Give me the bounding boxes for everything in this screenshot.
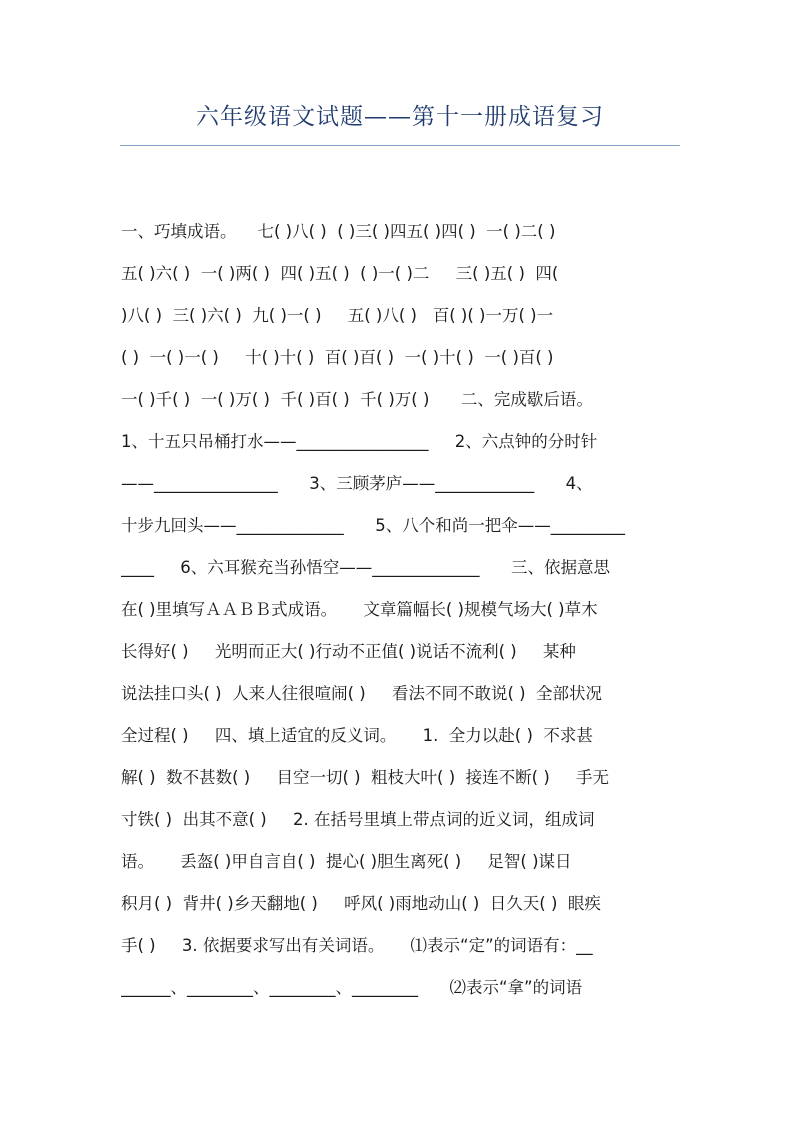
text-line: 在( )里填写ＡＡＢＢ式成语。 文章篇幅长( )规模气场大( )草木 — [121, 600, 598, 619]
text-line: 全过程( ) 四、填上适宜的反义词。 1. 全力以赴( ) 不求甚 — [121, 726, 593, 745]
text-line: 寸铁( ) 出其不意( ) 2. 在括号里填上带点词的近义词，组成词 — [121, 810, 595, 829]
title-underline — [120, 145, 680, 146]
text-line: ____ 6、六耳猴充当孙悟空——_____________ 三、依据意思 — [121, 558, 610, 577]
text-line: 十步九回头——_____________ 5、八个和尚一把伞——_________ — [121, 516, 625, 535]
text-line: ——_______________ 3、三顾茅庐——____________ 4、 — [121, 474, 593, 493]
text-line: 长得好( ) 光明而正大( )行动不正值( )说话不流利( ) 某种 — [121, 642, 576, 661]
text-line: 说法挂口头( ) 人来人往很喧闹( ) 看法不同不敢说( ) 全部状况 — [121, 684, 603, 703]
text-line: 一( )千( ) 一( )万( ) 千( )百( ) 千( )万( ) 二、完成歇后语。 — [121, 390, 593, 409]
text-line: 一、巧填成语。 七( )八( ) ( )三( )四五( )四( ) 一( )二( ) — [121, 222, 556, 241]
text-line: ( ) 一( )一( ) 十( )十( ) 百( )百( ) 一( )十( ) 一( )百( ) — [121, 348, 554, 367]
text-line: 五( )六( ) 一( )两( ) 四( )五( ) ( )一( )二 三( )五( ) 四( — [121, 264, 559, 283]
document-body — [121, 211, 681, 1009]
text-line: 解( ) 数不甚数( ) 目空一切( ) 粗枝大叶( ) 接连不断( ) 手无 — [121, 768, 610, 787]
text-line: 语。 丢盔( )甲自言自( ) 提心( )胆生离死( ) 足智( )谋日 — [121, 852, 572, 871]
text-line: 积月( ) 背井( )乡天翻地( ) 呼风( )雨地动山( ) 日久天( ) 眼疾 — [121, 894, 601, 913]
text-line: )八( ) 三( )六( ) 九( )一( ) 五( )八( ) 百( )( )一万( )一 — [121, 306, 554, 325]
text-line: 手( ) 3. 依据要求写出有关词语。 ⑴表示“定”的词语有：__ — [121, 936, 593, 955]
page-title: 六年级语文试题——第十一册成语复习 — [196, 104, 604, 130]
text-line: ______、________、________、________ ⑵表示“拿”的词语 — [121, 978, 583, 997]
text-line: 1、十五只吊桶打水——________________ 2、六点钟的分时针 — [121, 432, 598, 451]
